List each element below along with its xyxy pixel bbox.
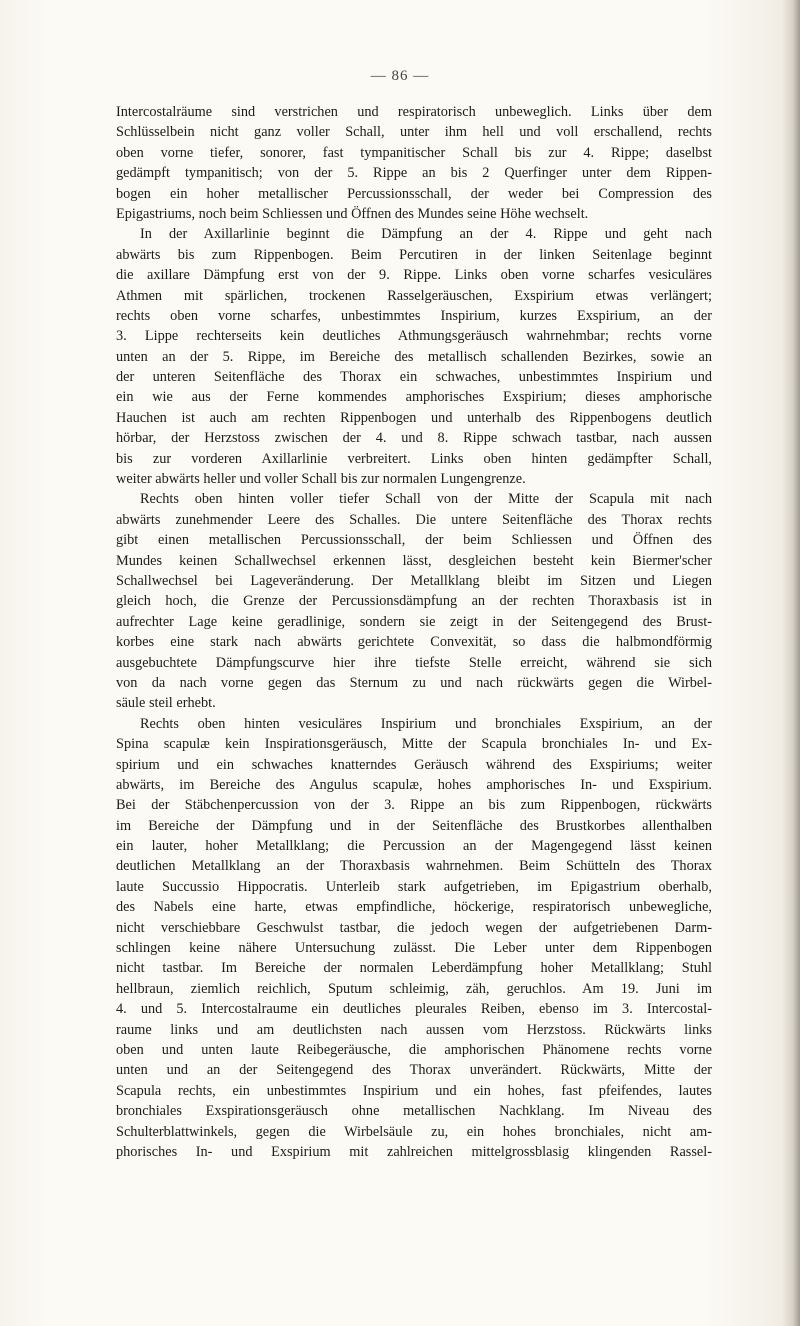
text-line: bogen ein hoher metallischer Percussionsschall, der weder bei Compression des xyxy=(116,185,712,202)
text-line: phorisches In- und Exspirium mit zahlreichen mittelgrossblasig klingenden Rassel- xyxy=(116,1143,712,1160)
text-line: Spina scapulæ kein Inspirationsgeräusch, Mitte der Scapula bronchiales In- und Ex- xyxy=(116,736,712,753)
text-line: Schallwechsel bei Lageveränderung. Der Metallklang bleibt im Sitzen und Liegen xyxy=(116,572,712,589)
text-line: 4. und 5. Intercostalraume ein deutliches pleurales Reiben, ebenso im 3. Intercostal- xyxy=(116,1001,712,1018)
text-line: ausgebuchtete Dämpfungscurve hier ihre tiefste Stelle erreicht, während sie sich xyxy=(116,654,712,671)
text-line: Mundes keinen Schallwechsel erkennen lässt, desgleichen besteht kein Biermer'scher xyxy=(116,552,712,569)
text-line: hörbar, der Herzstoss zwischen der 4. und 8. Rippe schwach tastbar, nach aussen xyxy=(116,430,712,447)
page-edge-shadow xyxy=(782,0,800,1326)
text-line: ein wie aus der Ferne kommendes amphorisches Exspirium; dieses amphorische xyxy=(116,389,712,406)
text-line: im Bereiche der Dämpfung und in der Seitenfläche des Brustkorbes allenthalben xyxy=(116,817,712,834)
text-line: laute Succussio Hippocratis. Unterleib stark aufgetrieben, im Epigastrium oberhalb, xyxy=(116,878,712,895)
text-line: aufrechter Lage keine geradlinige, sondern sie zeigt in der Seitengegend des Brust- xyxy=(116,613,712,630)
text-line: Epigastriums, noch beim Schliessen und Öffnen des Mundes seine Höhe wechselt. xyxy=(116,205,589,222)
text-line: Schlüsselbein nicht ganz voller Schall, unter ihm hell und voll erschallend, rechts xyxy=(116,124,712,141)
text-line: abwärts, im Bereiche des Angulus scapulæ, hohes amphorisches In- und Exspirium. xyxy=(116,776,712,793)
text-line: schlingen keine nähere Untersuchung zulässt. Die Leber unter dem Rippenbogen xyxy=(116,940,712,957)
text-line: bis zur vorderen Axillarlinie verbreitert. Links oben hinten gedämpfter Schall, xyxy=(116,450,712,467)
text-line: ein lauter, hoher Metallklang; die Percussion an der Magengegend lässt keinen xyxy=(116,838,712,855)
page-number: — 86 — xyxy=(370,68,430,84)
body-text xyxy=(116,102,712,1162)
text-line: unten an der 5. Rippe, im Bereiche des metallisch schallenden Bezirkes, sowie an xyxy=(116,348,712,365)
text-line: Intercostalräume sind verstrichen und respiratorisch unbeweglich. Links über dem xyxy=(116,104,712,120)
text-line: oben und unten laute Reibegeräusche, die amphorischen Phänomene rechts vorne xyxy=(116,1041,712,1058)
text-line: Schulterblattwinkels, gegen die Wirbelsäule zu, ein hohes bronchiales, nicht am- xyxy=(116,1123,712,1140)
text-line: gleich hoch, die Grenze der Percussionsdämpfung an der rechten Thoraxbasis ist in xyxy=(116,593,712,610)
text-line: die axillare Dämpfung erst von der 9. Rippe. Links oben vorne scharfes vesiculäres xyxy=(116,267,712,284)
text-line: korbes eine stark nach abwärts gerichtete Convexität, so dass die halbmondförmig xyxy=(116,634,712,651)
text-line: Scapula rechts, ein unbestimmtes Inspirium und ein hohes, fast pfeifendes, lautes xyxy=(116,1082,712,1099)
text-line: nicht tastbar. Im Bereiche der normalen Leberdämpfung hoher Metallklang; Stuhl xyxy=(116,960,712,977)
text-line: der unteren Seitenfläche des Thorax ein schwaches, unbestimmtes Inspirium und xyxy=(116,369,712,386)
text-line: des Nabels eine harte, etwas empfindliche, höckerige, respiratorisch unbewegliche, xyxy=(116,899,712,916)
text-line: Athmen mit spärlichen, trockenen Rasselgeräuschen, Exspirium etwas verlängert; xyxy=(116,287,712,304)
text-line: oben vorne tiefer, sonorer, fast tympanitischer Schall bis zur 4. Rippe; daselbst xyxy=(116,144,712,161)
text-line: bronchiales Exspirationsgeräusch ohne metallischen Nachklang. Im Niveau des xyxy=(116,1103,712,1120)
text-line: abwärts bis zum Rippenbogen. Beim Percutiren in der linken Seitenlage beginnt xyxy=(116,246,712,263)
text-line: raume links und am deutlichsten nach aussen vom Herzstoss. Rückwärts links xyxy=(116,1021,712,1038)
text-line: Rechts oben hinten vesiculäres Inspirium und bronchiales Exspirium, an der xyxy=(140,715,712,732)
text-line: spirium und ein schwaches knatterndes Geräusch während des Exspiriums; weiter xyxy=(116,756,712,773)
text-line: Hauchen ist auch am rechten Rippenbogen und unterhalb des Rippenbogens deutlich xyxy=(116,409,712,426)
text-line: nicht verschiebbare Geschwulst tastbar, die jedoch wegen der aufgetriebenen Darm- xyxy=(116,919,712,936)
text-line: rechts oben vorne scharfes, unbestimmtes Inspirium, kurzes Exspirium, an der xyxy=(116,307,712,324)
text-line: weiter abwärts heller und voller Schall bis zur normalen Lungengrenze. xyxy=(116,471,526,488)
text-line: abwärts zunehmender Leere des Schalles. Die untere Seitenfläche des Thorax rechts xyxy=(116,511,712,528)
text-line: säule steil erhebt. xyxy=(116,695,216,712)
text-line: von da nach vorne gegen das Sternum zu und nach rückwärts gegen die Wirbel- xyxy=(116,674,712,691)
text-line: gedämpft tympanitisch; von der 5. Rippe an bis 2 Querfinger unter dem Rippen- xyxy=(116,165,712,182)
text-line: unten und an der Seitengegend des Thorax unverändert. Rückwärts, Mitte der xyxy=(116,1062,712,1079)
text-line: deutlichen Metallklang an der Thoraxbasis wahrnehmen. Beim Schütteln des Thorax xyxy=(116,858,712,875)
text-line: 3. Lippe rechterseits kein deutliches Athmungsgeräusch wahrnehmbar; rechts vorne xyxy=(116,328,712,345)
text-line: Bei der Stäbchenpercussion von der 3. Rippe an bis zum Rippenbogen, rückwärts xyxy=(116,797,712,814)
text-line: gibt einen metallischen Percussionsschall, der beim Schliessen und Öffnen des xyxy=(116,532,712,549)
text-line: hellbraun, ziemlich reichlich, Sputum schleimig, zäh, geruchlos. Am 19. Juni im xyxy=(116,980,712,997)
text-line: Rechts oben hinten voller tiefer Schall von der Mitte der Scapula mit nach xyxy=(140,491,712,508)
text-line: In der Axillarlinie beginnt die Dämpfung an der 4. Rippe und geht nach xyxy=(140,226,712,243)
